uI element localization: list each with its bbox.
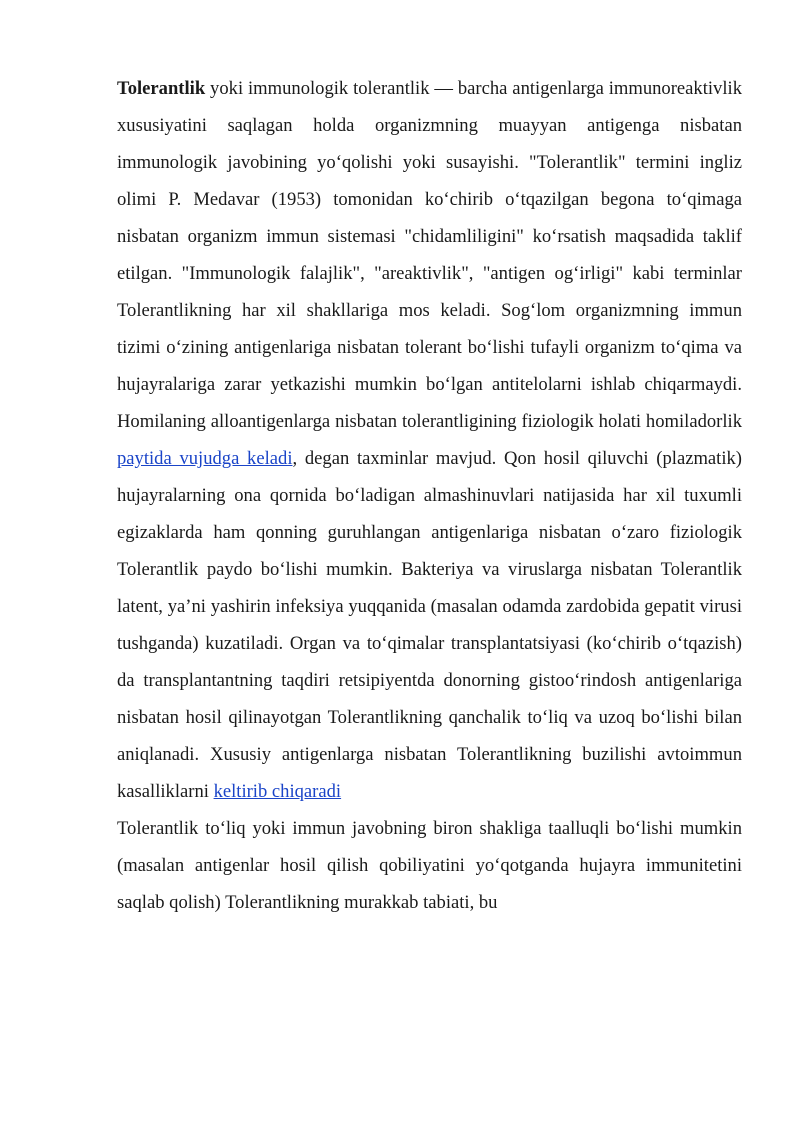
link-keltirib-chiqaradi[interactable]: keltirib chiqaradi	[213, 781, 342, 802]
paragraph-1	[117, 70, 742, 810]
paragraph-1-text-part-1: yoki immunologik tolerantlik — barcha antigenlarga immunoreaktivlik xususiyatini saqlagan holda organizmning muayyan antigenga nisbatan immunologik javobining yo‘qolishi yoki susayishi. "Tolerantlik" termini ingliz olimi P. Medavar (1953) tomonidan ko‘chirib o‘tqazilgan begona to‘qimaga nisbatan organizm immun sistemasi "chidamliligini" ko‘rsatish maqsadida taklif etilgan. "Immunologik falajlik", "areaktivlik", "antigen og‘irligi" kabi terminlar Tolerantlikning har xil shakllariga mos keladi. Sog‘lom organizmning immun tizimi o‘zining antigenlariga nisbatan tolerant bo‘lishi tufayli organizm to‘qima va hujayralariga zarar yetkazishi mumkin bo‘lgan antitelolarni ishlab chiqarmaydi. Homilaning alloantigenlarga nisbatan tolerantligining fiziologik holati homiladorlik	[117, 78, 742, 432]
paragraph-2: Tolerantlik to‘liq yoki immun javobning biron shakliga taalluqli bo‘lishi mumkin (masalan antigenlar hosil qilish qobiliyatini yo‘qotganda hujayra immunitetini saqlab qolish) Tolerantlikning murakkab tabiati, bu	[117, 818, 742, 913]
term-heading: Tolerantlik	[117, 78, 206, 99]
paragraph-1-text-part-2: , degan taxminlar mavjud. Qon hosil qiluvchi (plazmatik) hujayralarning ona qornida bo‘ladigan almashinuvlari natijasida har xil tuxumli egizaklarda ham qonning guruhlangan antigenlariga nisbatan o‘zaro fiziologik Tolerantlik paydo bo‘lishi mumkin. Bakteriya va viruslarga nisbatan Tolerantlik latent, ya’ni yashirin infeksiya yuqqanida (masalan odamda zardobida gepatit virusi tushganda) kuzatiladi. Organ va to‘qimalar transplantatsiyasi (ko‘chirib o‘tqazish) da transplantantning taqdiri retsipiyentda donorning gistoo‘rindosh antigenlariga nisbatan hosil qilinayotgan Tolerantlikning qanchalik to‘liq va uzoq bo‘lishi bilan aniqlanadi. Xususiy antigenlarga nisbatan Tolerantlikning buzilishi avtoimmun kasalliklarni	[117, 448, 742, 802]
document-page	[117, 70, 742, 921]
link-paytida-vujudga-keladi[interactable]: paytida vujudga keladi	[117, 448, 293, 469]
